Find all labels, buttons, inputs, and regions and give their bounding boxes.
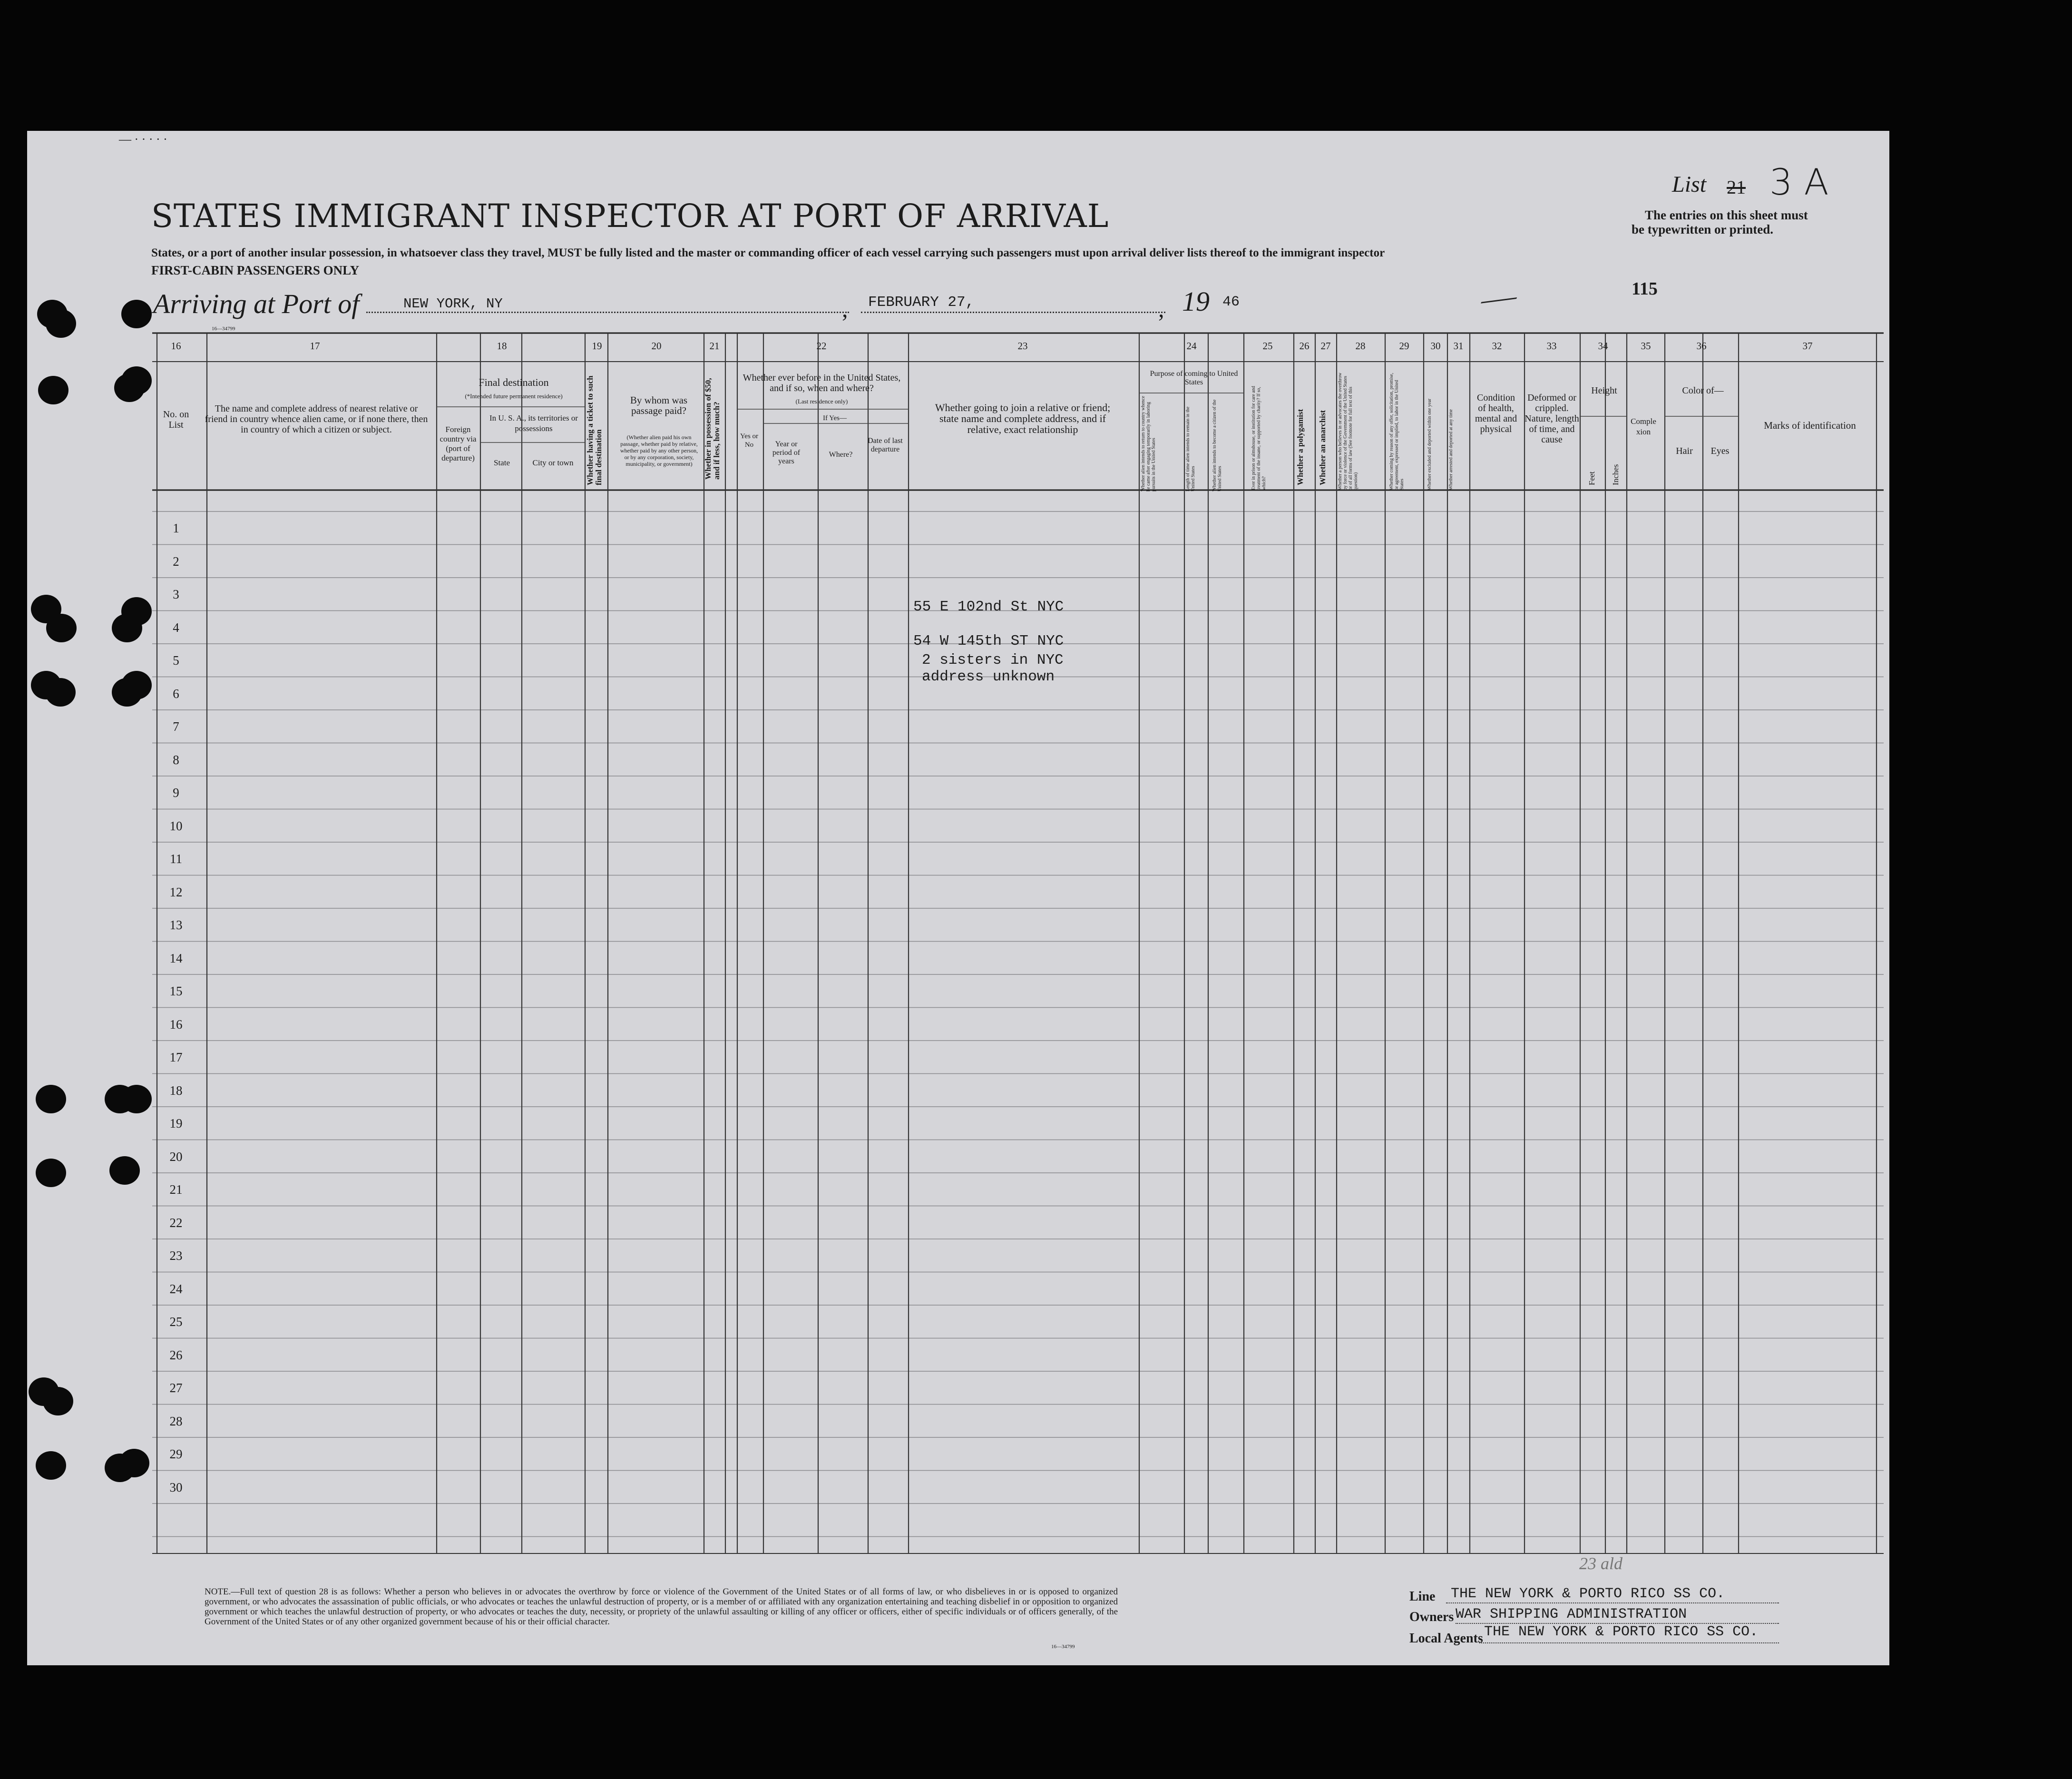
row-number: 29 (169, 1447, 183, 1461)
row-number: 17 (169, 1050, 183, 1064)
row-number: 20 (169, 1149, 183, 1164)
column-number: 32 (1492, 340, 1502, 352)
hdr-where: Where? (829, 451, 853, 459)
hdr-if-yes: If Yes— (822, 414, 847, 422)
column-number: 35 (1641, 340, 1651, 352)
hdr-final-destination: Final destination (479, 376, 549, 388)
owners-label: Owners (1409, 1610, 1454, 1624)
typewritten-note-1: The entries on this sheet must (1645, 208, 1808, 222)
row-number: 30 (169, 1480, 183, 1494)
hdr-prison: Ever in prison or almshouse, or institution for care and treatment of the insane, or supported by charity? If so, which? (1251, 386, 1267, 490)
hdr-marks: Marks of identification (1764, 420, 1856, 431)
row-number: 5 (173, 653, 179, 668)
hdr-no-on-list: No. on List (163, 409, 189, 430)
footnote-question-28: NOTE.—Full text of question 28 is as follows: Whether a person who believes in or advocates the overthrow by force or violence of the Government of the United States or of all forms of law, or who disbelieves in or is opposed to organized government, or who advocates the assassination of public officials, or who advocates or teaches the unlawful destruction of property, or is a member of or affiliated with any organization entertaining and teaching disbelief in or opposition to organized government or which teaches the unlawful destruction of property, or who advocates or teaches the duty, necessity, or propriety of the unlawful assaulting or killing of any officer or officers, either of specific individuals or of officers generally, of the Government of the United States or of any other organized government because of his or their official character. (205, 1587, 1118, 1627)
hdr-labor-offer: Whether coming by reason of any offer, solicitation, promise, or agreement, expressed or implied, to labor in the United States (1389, 373, 1405, 490)
arriving-label: Arriving at Port of (153, 288, 360, 319)
list-label: List (1672, 172, 1707, 197)
row-number: 6 (173, 686, 179, 701)
hdr-excluded: Whether excluded and deported within one year (1427, 398, 1432, 490)
hdr-passage-note: (Whether alien paid his own passage, whether paid by relative, whether paid by any other person, or by any corporation, society, municipality, or government) (620, 434, 698, 467)
hdr-polygamist: Whether a polygamist (1296, 409, 1305, 485)
hdr-last-residence: (Last residence only) (795, 398, 848, 405)
column-number: 28 (1355, 340, 1366, 352)
row-number: 8 (173, 752, 179, 767)
hdr-deformed: Deformed or crippled. Nature, length of time, and cause (1525, 393, 1579, 445)
dotted-line-port (366, 312, 849, 313)
row-number: 28 (169, 1414, 183, 1428)
agents-underline (1479, 1642, 1779, 1643)
column-number: 25 (1262, 340, 1273, 352)
row-number: 3 (173, 587, 179, 601)
column-number: 26 (1299, 340, 1310, 352)
row-number: 16 (169, 1017, 183, 1032)
row-number: 10 (169, 818, 183, 833)
hdr-anarchist: Whether an anarchist (1318, 410, 1327, 485)
column-number: 30 (1430, 340, 1441, 352)
agents-label: Local Agents (1409, 1631, 1483, 1646)
line-value: THE NEW YORK & PORTO RICO SS CO. (1451, 1586, 1725, 1602)
column-number: 24 (1186, 340, 1197, 352)
hdr-nearest-relative: The name and complete address of nearest relative or friend in country whence alien came, or if none there, then in country of which a citizen or subject. (205, 403, 428, 435)
hdr-city: City or town (532, 458, 574, 467)
arrival-date: FEBRUARY 27, (868, 294, 975, 311)
list-number: 3 A (1769, 161, 1829, 203)
column-number: 23 (1017, 340, 1028, 352)
form-code-top: 16—34799 (212, 326, 235, 332)
agents-value: THE NEW YORK & PORTO RICO SS CO. (1484, 1624, 1759, 1640)
row-number: 9 (173, 786, 179, 800)
hdr-join-relative: Whether going to join a relative or friend; state name and complete address, and if relative, exact relationship (935, 402, 1111, 435)
column-number: 22 (816, 340, 827, 352)
hdr-fifty-dollars: Whether in possession of $50, and if less, how much? (704, 378, 721, 480)
row-number: 1 (173, 521, 179, 535)
column-number: 37 (1802, 340, 1813, 352)
year-prefix: 19 (1182, 286, 1210, 317)
hdr-purpose: Purpose of coming to United States (1150, 370, 1238, 386)
row-number: 23 (169, 1248, 183, 1263)
hdr-passage-paid: By whom was passage paid? (630, 394, 688, 416)
top-scrawl: — · · · · · (119, 132, 167, 146)
entry-row5-note: address unknown (922, 668, 1055, 685)
row-number: 7 (173, 719, 179, 734)
hdr-state: State (494, 458, 510, 467)
sheet-number: 115 (1632, 279, 1658, 299)
column-number: 36 (1696, 340, 1707, 352)
list-struck-number: 21 (1727, 177, 1746, 198)
column-number: 18 (497, 340, 507, 352)
hdr-in-usa: In U. S. A., its territories or possessions (489, 413, 578, 433)
column-number: 16 (171, 340, 181, 352)
hdr-question-28: Whether a person who believes in or advocates the overthrow by force or violence of the Government of the United States or of all forms of law (See footnote for full text of this question) (1338, 373, 1359, 490)
hdr-last-departure: Date of last departure (868, 437, 903, 453)
hdr-complexion: Complexion (1631, 417, 1656, 436)
column-number: 31 (1453, 340, 1464, 352)
row-number: 18 (169, 1083, 183, 1098)
hdr-purpose-b: Length of time alien intends to remain in the United States (1185, 406, 1196, 491)
handwritten-note: 23 ald (1579, 1554, 1623, 1573)
row-number: 2 (173, 554, 179, 569)
column-number: 20 (651, 340, 662, 352)
year-suffix: 46 (1222, 294, 1240, 310)
column-number: 29 (1399, 340, 1409, 352)
hdr-feet: Feet (1587, 471, 1596, 485)
form-title: STATES IMMIGRANT INSPECTOR AT PORT OF ARRIVAL (151, 197, 1109, 235)
dotted-line-date (861, 312, 1165, 313)
row-number: 21 (169, 1182, 183, 1197)
port-value: NEW YORK, NY (403, 296, 503, 312)
column-number: 17 (310, 340, 320, 352)
hdr-foreign-country: Foreign country via (port of departure) (440, 425, 477, 462)
row-number: 14 (169, 951, 183, 965)
hdr-arrested: Whether arrested and deported at any time (1448, 409, 1454, 490)
line-label: Line (1409, 1589, 1436, 1604)
entry-row3-address: 55 E 102nd St NYC (913, 599, 1064, 615)
column-number: 33 (1546, 340, 1557, 352)
row-number: 15 (169, 984, 183, 998)
hdr-health: Condition of health, mental and physical (1475, 393, 1517, 434)
typewritten-note-2: be typewritten or printed. (1632, 222, 1773, 236)
column-number: 34 (1598, 340, 1608, 352)
row-number: 27 (169, 1381, 183, 1395)
row-number: 25 (169, 1315, 183, 1329)
passenger-class: FIRST-CABIN PASSENGERS ONLY (151, 263, 360, 277)
form-instruction: States, or a port of another insular possession, in whatsoever class they travel, MUST be fully listed and the master or commanding officer of each vessel carrying such passengers must upon arrival deliver lists thereof to the immigrant inspector (151, 246, 1385, 259)
column-number: 27 (1320, 340, 1331, 352)
row-number: 19 (169, 1116, 183, 1130)
row-number: 12 (169, 885, 183, 899)
hdr-purpose-a: Whether alien intends to return to country whence he came after engaging temporarily in laboring pursuits in the United States (1141, 396, 1156, 491)
row-number: 4 (173, 620, 179, 635)
hdr-hair: Hair (1676, 446, 1693, 456)
row-number: 13 (169, 918, 183, 932)
row-number: 24 (169, 1281, 183, 1296)
row-number: 22 (169, 1215, 183, 1230)
hdr-yes-no: Yes or No (740, 432, 759, 449)
entry-row4-relation: 2 sisters in NYC (922, 652, 1064, 668)
hdr-final-destination-note: (*Intended future permanent residence) (465, 393, 563, 400)
column-number: 19 (592, 340, 602, 352)
owners-value: WAR SHIPPING ADMINISTRATION (1456, 1606, 1687, 1622)
row-number: 11 (170, 852, 182, 866)
line-underline (1446, 1602, 1779, 1603)
hdr-inches: Inches (1611, 464, 1620, 485)
hdr-ever-before: Whether ever before in the United States, and if so, when and where? (743, 373, 901, 393)
hdr-year-period: Year or period of years (772, 440, 801, 465)
entry-row4-address: 54 W 145th ST NYC (913, 633, 1064, 649)
hdr-purpose-c: Whether alien intends to become a citizen of the United States (1212, 399, 1222, 491)
column-number: 21 (709, 340, 720, 352)
hdr-height: Height (1591, 385, 1617, 396)
form-code-bottom: 16—34799 (1051, 1644, 1075, 1650)
hdr-color-of: Color of— (1682, 385, 1724, 396)
comma-2: , (1158, 295, 1164, 322)
comma-1: , (842, 295, 848, 322)
row-number: 26 (169, 1347, 183, 1362)
hdr-eyes: Eyes (1710, 446, 1730, 456)
hdr-ticket: Whether having a ticket to such final destination (586, 375, 603, 485)
